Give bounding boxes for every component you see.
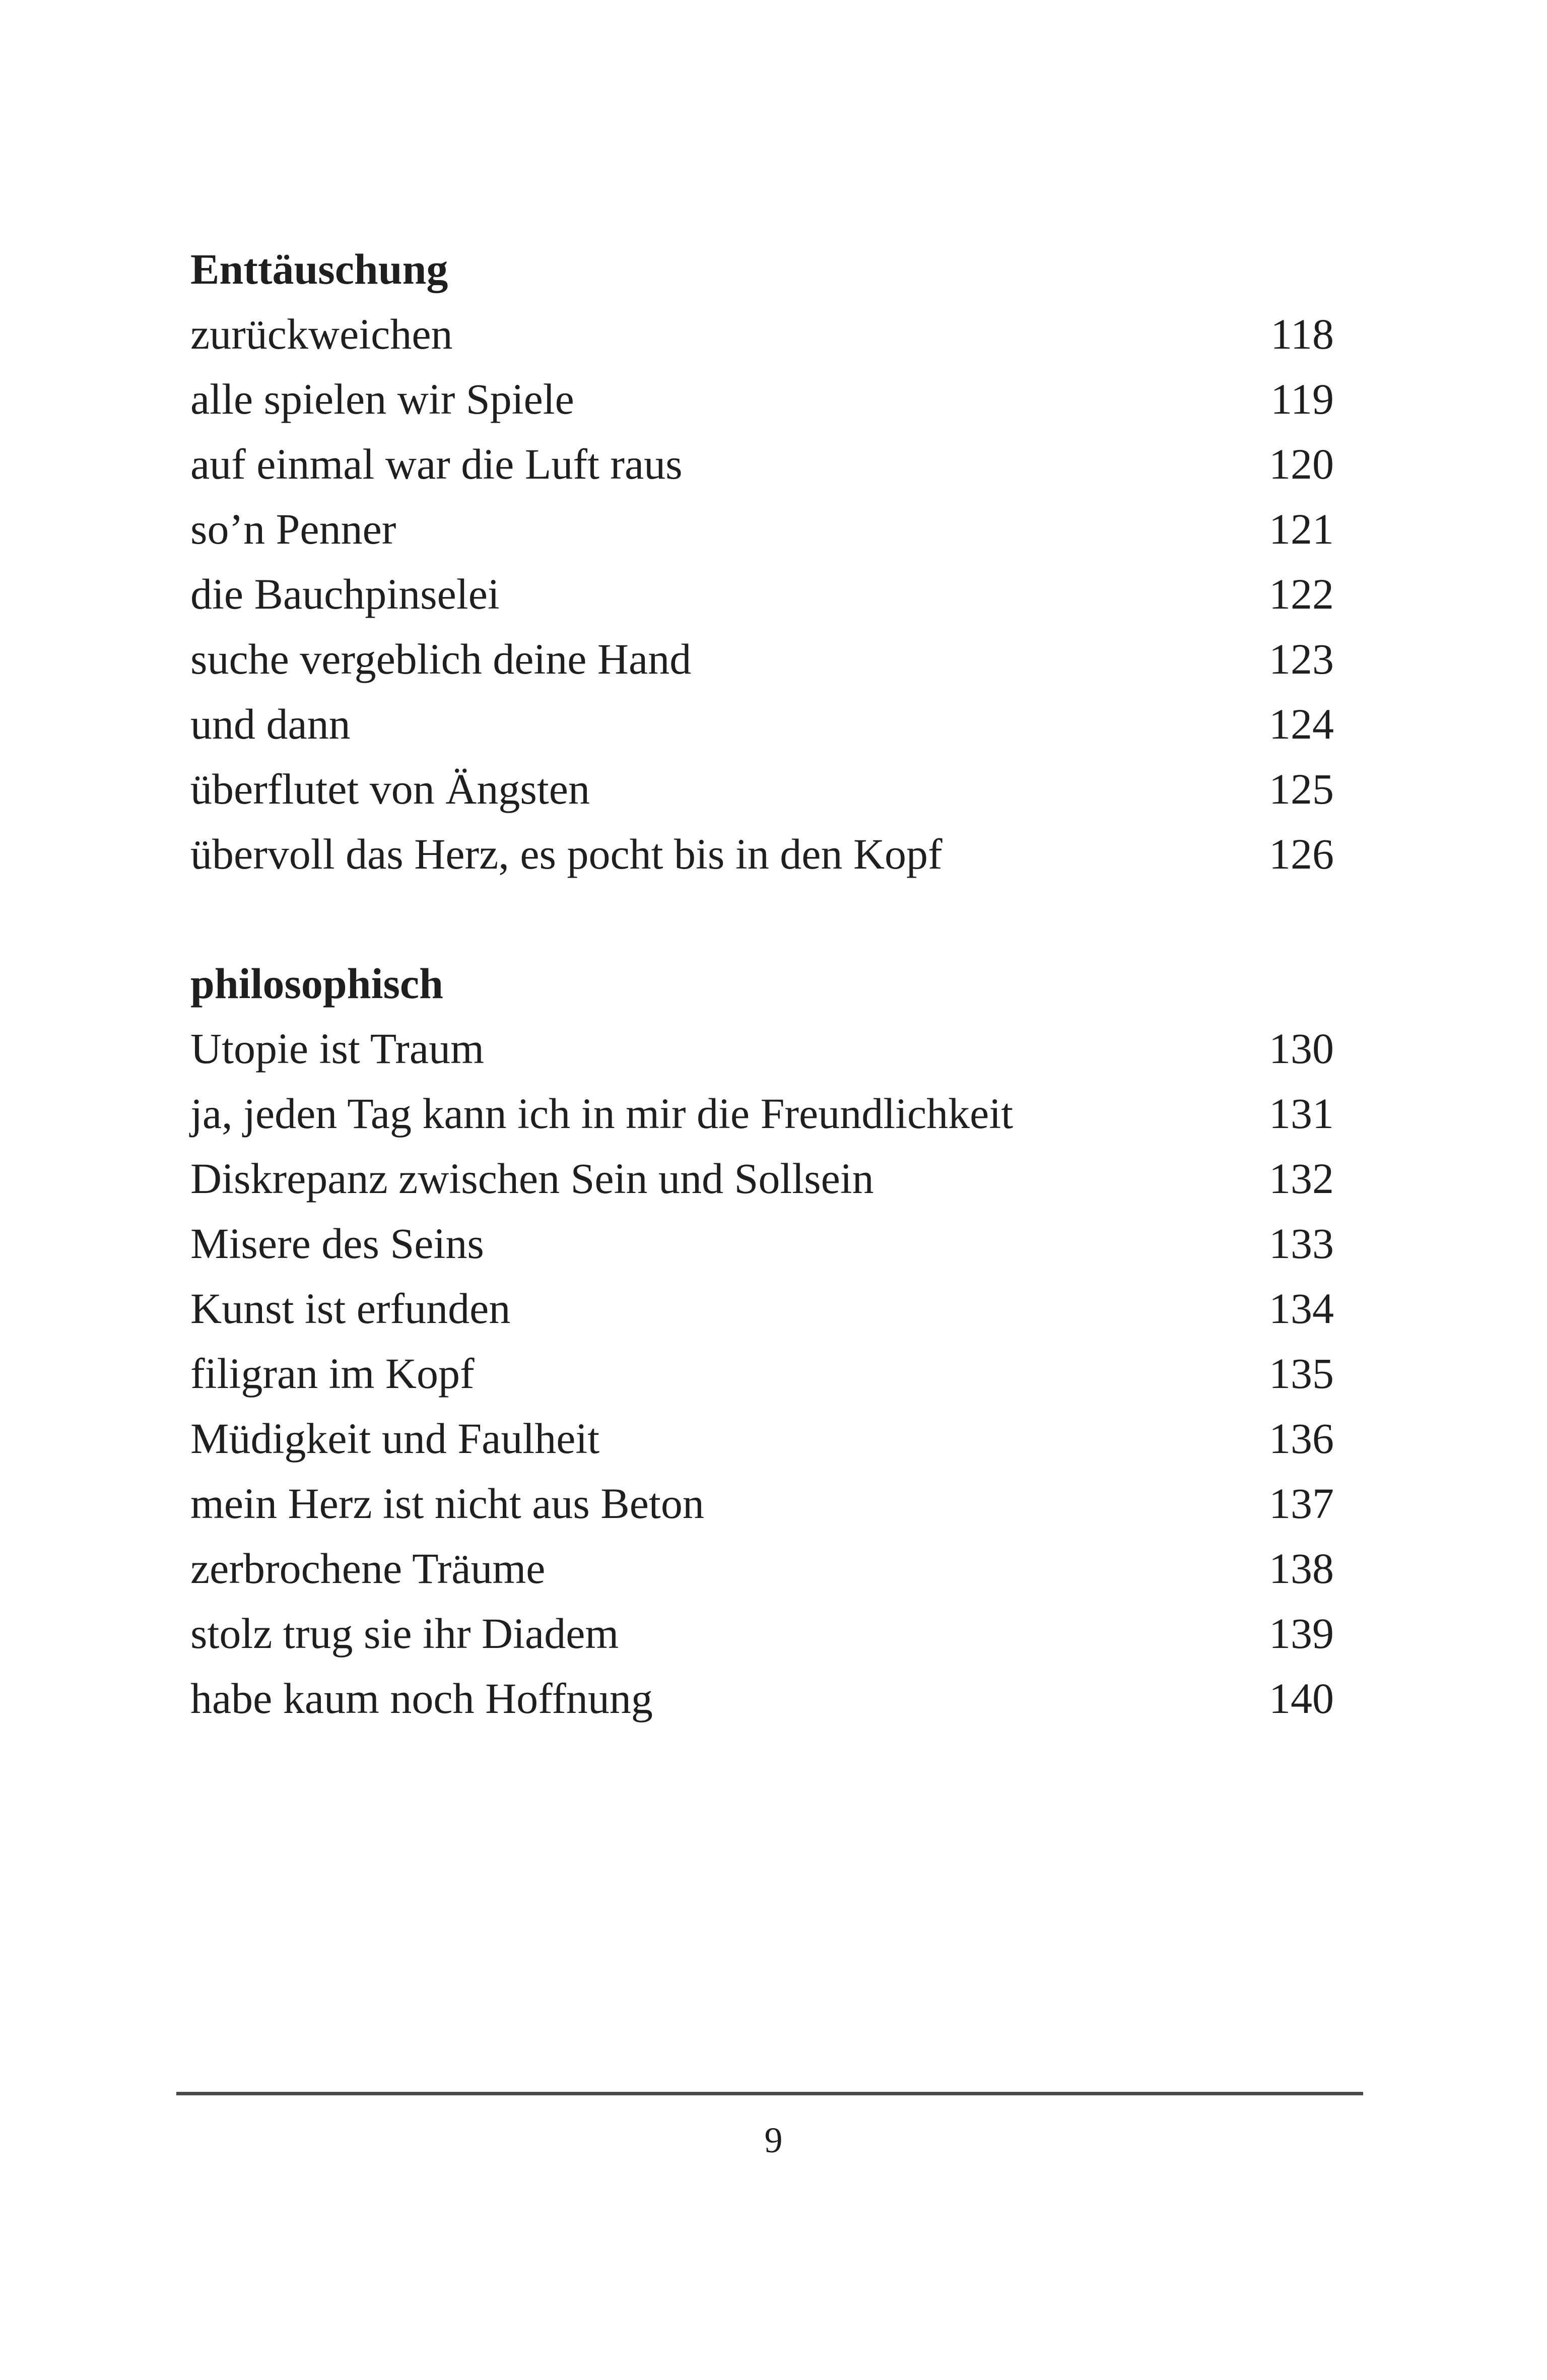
toc-entry (190, 1536, 1334, 1601)
table-of-contents (190, 237, 1334, 1731)
entry-page-number: 140 (1269, 1674, 1334, 1723)
toc-entry (190, 1406, 1334, 1471)
section-heading: philosophisch (190, 959, 443, 1008)
toc-entry (190, 1471, 1334, 1536)
entry-title: und dann (190, 700, 351, 748)
entry-title: filigran im Kopf (190, 1349, 475, 1398)
entry-title: alle spielen wir Spiele (190, 375, 574, 423)
entry-title: Diskrepanz zwischen Sein und Sollsein (190, 1154, 874, 1203)
entry-page-number: 131 (1269, 1089, 1334, 1138)
footer-divider (176, 2092, 1363, 2095)
toc-entry (190, 627, 1334, 692)
toc-entry (190, 1211, 1334, 1276)
toc-section-enttaeuschung (190, 237, 1334, 887)
entry-title: ja, jeden Tag kann ich in mir die Freundlichkeit (190, 1089, 1014, 1138)
toc-entry (190, 1016, 1334, 1081)
toc-entry (190, 562, 1334, 627)
entry-title: übervoll das Herz, es pocht bis in den Kopf (190, 830, 943, 878)
entry-title: Müdigkeit und Faulheit (190, 1414, 600, 1463)
toc-entry (190, 1601, 1334, 1666)
toc-entry (190, 1666, 1334, 1731)
entry-title: so’n Penner (190, 505, 396, 553)
entry-title: habe kaum noch Hoffnung (190, 1674, 653, 1723)
entry-title: auf einmal war die Luft raus (190, 440, 683, 488)
entry-title: mein Herz ist nicht aus Beton (190, 1479, 704, 1528)
entry-title: die Bauchpinselei (190, 570, 500, 618)
entry-page-number: 118 (1270, 310, 1334, 358)
entry-title: Utopie ist Traum (190, 1024, 484, 1073)
page-number: 9 (764, 2120, 783, 2160)
toc-entry (190, 1146, 1334, 1211)
section-heading: Enttäuschung (190, 245, 448, 293)
entry-page-number: 136 (1269, 1414, 1334, 1463)
entry-page-number: 126 (1269, 830, 1334, 878)
toc-entry (190, 302, 1334, 367)
entry-page-number: 132 (1269, 1154, 1334, 1203)
entry-page-number: 124 (1269, 700, 1334, 748)
toc-entry (190, 432, 1334, 497)
toc-entry (190, 822, 1334, 887)
entry-title: überflutet von Ängsten (190, 765, 590, 813)
entry-page-number: 122 (1269, 570, 1334, 618)
entry-title: zurückweichen (190, 310, 453, 358)
entry-page-number: 134 (1269, 1284, 1334, 1333)
entry-page-number: 121 (1269, 505, 1334, 553)
toc-entry (190, 497, 1334, 562)
toc-entry (190, 757, 1334, 822)
entry-title: zerbrochene Träume (190, 1544, 546, 1593)
entry-page-number: 133 (1269, 1219, 1334, 1268)
entry-page-number: 119 (1270, 375, 1334, 423)
toc-entry (190, 1081, 1334, 1146)
toc-entry (190, 1276, 1334, 1341)
toc-entry (190, 1341, 1334, 1406)
entry-page-number: 130 (1269, 1024, 1334, 1073)
entry-title: Misere des Seins (190, 1219, 484, 1268)
entry-title: Kunst ist erfunden (190, 1284, 511, 1333)
entry-page-number: 138 (1269, 1544, 1334, 1593)
entry-page-number: 135 (1269, 1349, 1334, 1398)
toc-entry (190, 692, 1334, 757)
toc-section-philosophisch (190, 951, 1334, 1731)
entry-title: stolz trug sie ihr Diadem (190, 1609, 619, 1658)
entry-page-number: 123 (1269, 635, 1334, 683)
entry-page-number: 137 (1269, 1479, 1334, 1528)
toc-entry (190, 367, 1334, 432)
entry-page-number: 139 (1269, 1609, 1334, 1658)
entry-page-number: 125 (1269, 765, 1334, 813)
entry-page-number: 120 (1269, 440, 1334, 488)
entry-title: suche vergeblich deine Hand (190, 635, 692, 683)
